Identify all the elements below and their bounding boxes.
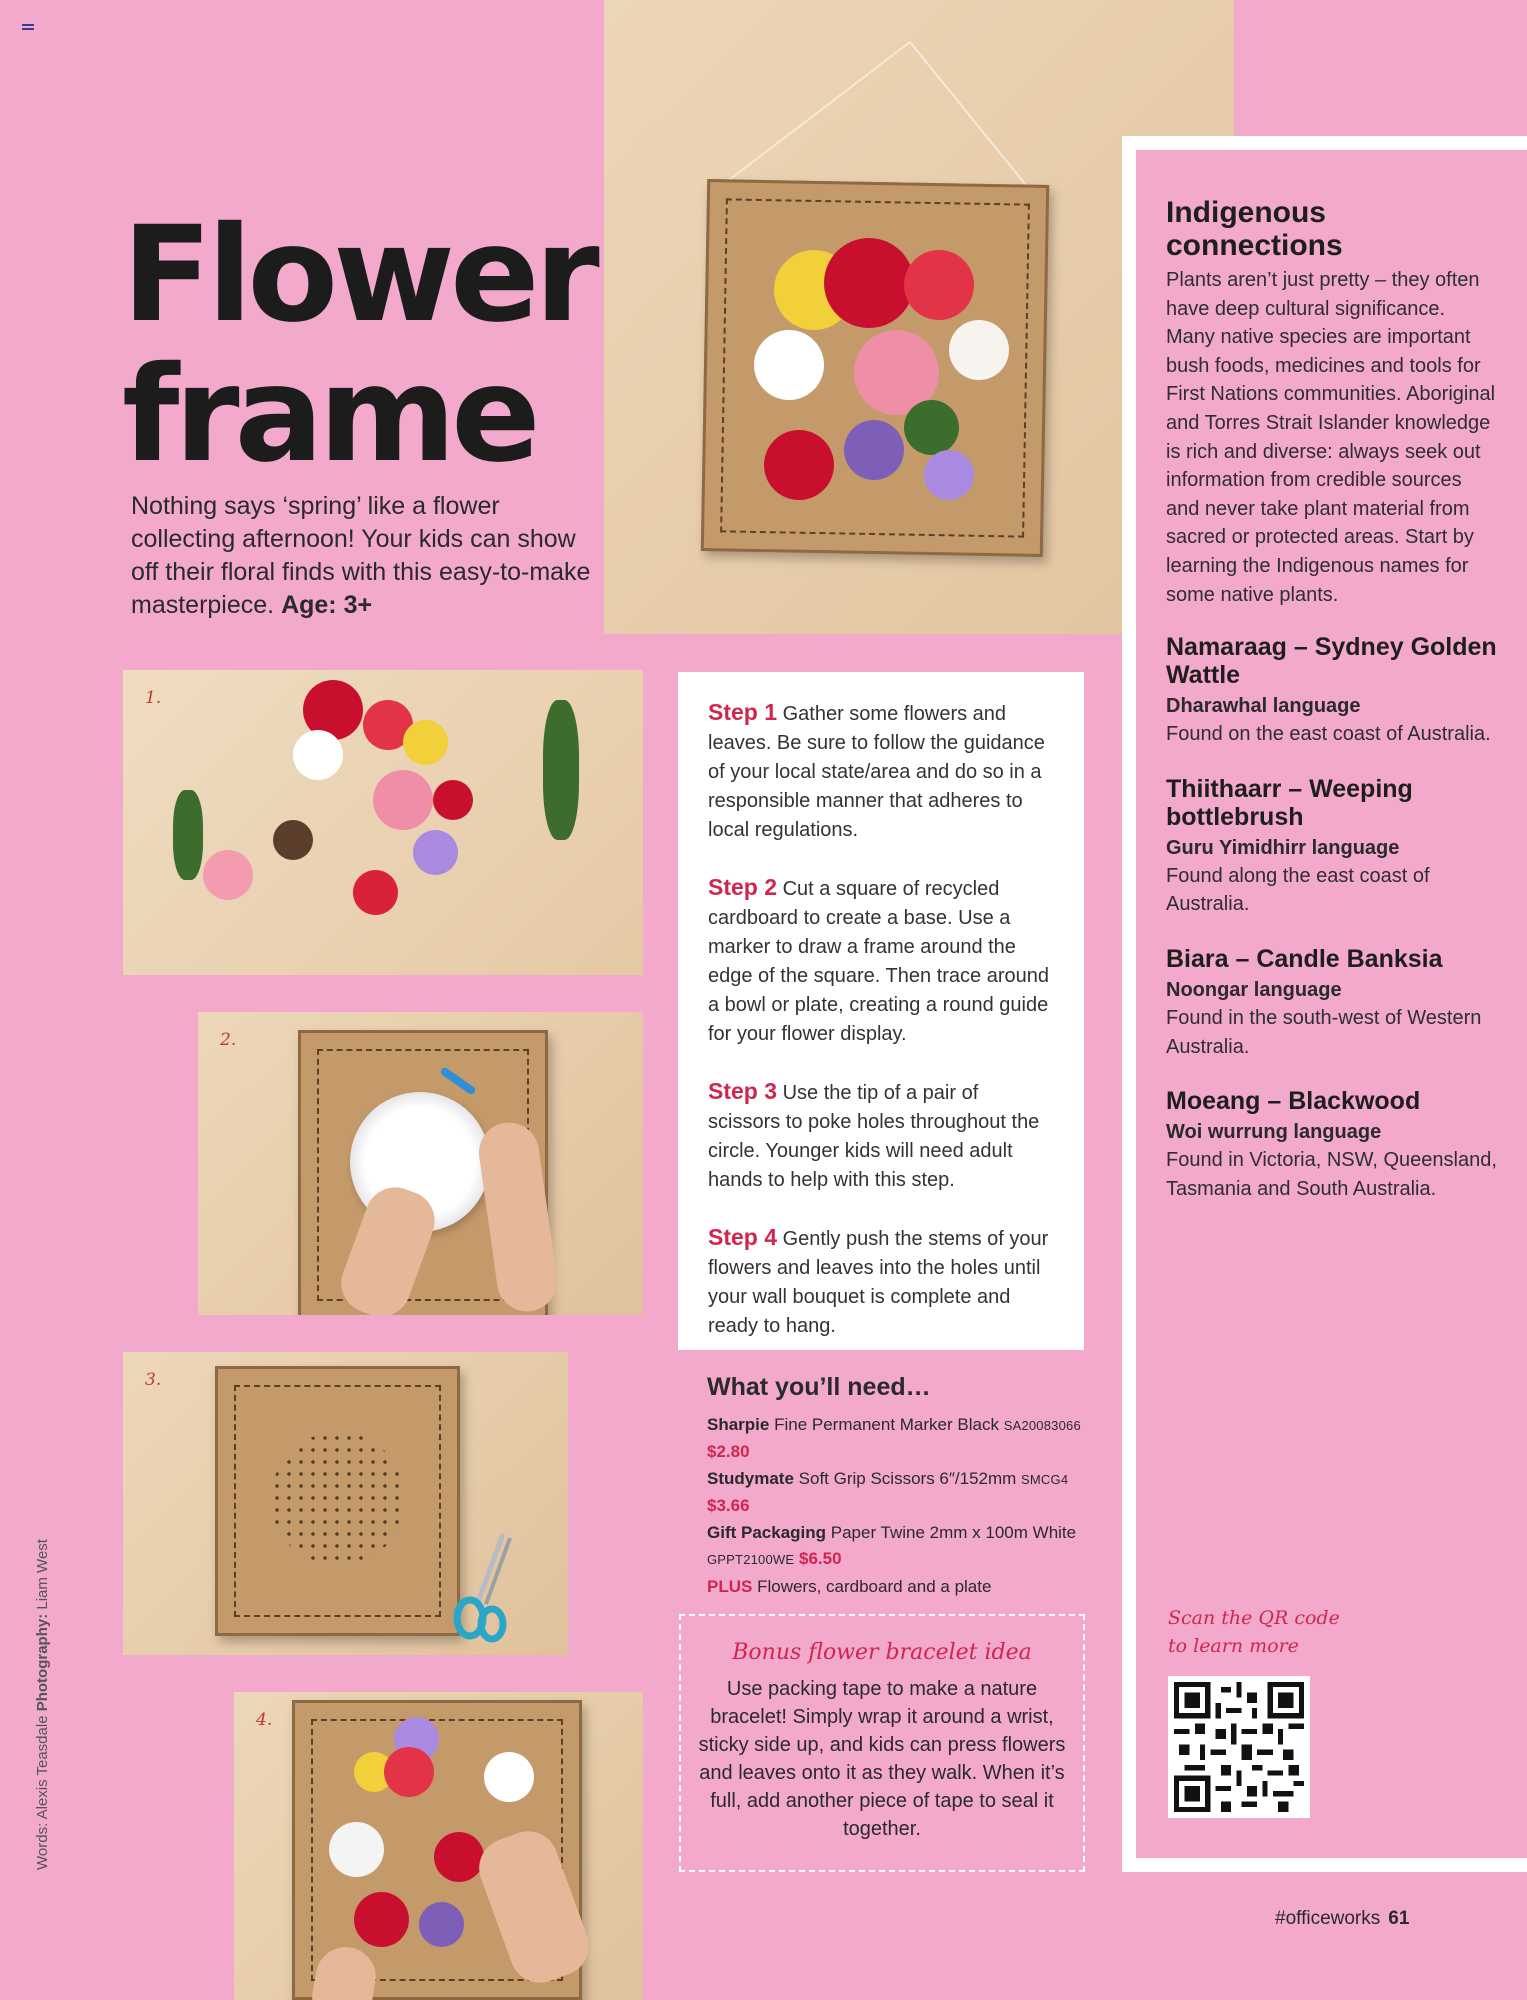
material-plus: [707, 1574, 1087, 1600]
material-desc: Paper Twine 2mm x 100m White: [830, 1523, 1077, 1542]
flower: [434, 1832, 484, 1882]
material-sku: SA20083066: [1003, 1418, 1081, 1433]
flower: [433, 780, 473, 820]
flower: [384, 1747, 434, 1797]
photo-step-number: 4.: [256, 1710, 273, 1730]
qr-code-icon[interactable]: [1168, 1676, 1310, 1818]
flower: [373, 770, 433, 830]
step-label: Step 3: [708, 1078, 778, 1104]
step-2: [708, 873, 1056, 1049]
words-label: Words:: [34, 1822, 51, 1870]
steps-box: [678, 672, 1084, 1350]
photo-credits: [34, 1539, 51, 1870]
photo-step-number: 3.: [145, 1370, 162, 1390]
step-1-photo: [123, 670, 643, 975]
plant-entry: [1166, 1087, 1497, 1203]
plant-name: Biara – Candle Banksia: [1166, 944, 1443, 973]
material-item: [707, 1412, 1087, 1465]
step-label: Step 4: [708, 1224, 778, 1250]
flower: [329, 1822, 384, 1877]
plant-location: Found on the east coast of Australia.: [1166, 723, 1491, 746]
bonus-title: Bonus flower bracelet idea: [732, 1640, 1032, 1665]
plant-name: Thiithaarr – Weeping bottlebrush: [1166, 774, 1413, 831]
step-4-photo: [234, 1692, 643, 2000]
step-4: [708, 1223, 1056, 1341]
leaf: [904, 400, 959, 455]
material-sku: SMCG4: [1021, 1472, 1069, 1487]
flower: [904, 250, 974, 320]
photography-name: Liam West: [34, 1539, 51, 1610]
materials-list: [707, 1373, 1087, 1601]
flower: [764, 430, 834, 500]
materials-title: What you’ll need…: [707, 1373, 931, 1401]
title-line-1: Flower: [122, 198, 595, 352]
flower: [413, 830, 458, 875]
plant-entry: [1166, 775, 1497, 919]
scan-line-1: Scan the QR code: [1168, 1607, 1340, 1629]
step-3-photo: [123, 1352, 568, 1655]
flower: [273, 820, 313, 860]
material-price: $3.66: [707, 1496, 750, 1515]
material-sku: GPPT2100WE: [707, 1552, 795, 1567]
flower: [824, 238, 914, 328]
flower: [484, 1752, 534, 1802]
leaf: [173, 790, 203, 880]
sidebar-body: Plants aren’t just pretty – they often have deep cultural significance. Many native species are important bush foods, medicines and tools for First Nations communities. Aboriginal and Torres Strait Islander knowledge is rich and diverse: always seek out information from credible sources and never take plant material from sacred or protected areas. Start by learning the Indigenous names for some native plants.: [1166, 269, 1496, 606]
material-item: [707, 1466, 1087, 1519]
plant-location: Found in the south-west of Western Australia.: [1166, 1006, 1482, 1058]
leaf: [543, 700, 579, 840]
plant-language: Guru Yimidhirr language: [1166, 836, 1400, 859]
flower: [924, 450, 974, 500]
material-brand: Sharpie: [707, 1415, 770, 1434]
indigenous-sidebar: [1136, 150, 1527, 1858]
material-price: $2.80: [707, 1442, 750, 1461]
plant-name: Namaraag – Sydney Golden Wattle: [1166, 633, 1497, 690]
plus-text: Flowers, cardboard and a plate: [757, 1577, 992, 1596]
step-label: Step 1: [708, 699, 778, 725]
plant-language: Dharawhal language: [1166, 695, 1361, 718]
flower: [403, 720, 448, 765]
age-label: Age: 3+: [281, 591, 373, 619]
footer-hashtag: #officeworks: [1275, 1908, 1381, 1929]
step-2-photo: [198, 1012, 643, 1315]
flower: [754, 330, 824, 400]
material-brand: Gift Packaging: [707, 1523, 827, 1542]
scan-prompt: [1168, 1604, 1340, 1660]
photography-label: Photography:: [34, 1613, 51, 1712]
material-desc: Fine Permanent Marker Black: [774, 1415, 999, 1434]
plus-label: PLUS: [707, 1577, 753, 1596]
words-name: Alexis Teasdale: [34, 1715, 51, 1820]
step-3: [708, 1077, 1056, 1195]
menu-icon[interactable]: [22, 24, 34, 33]
plant-name: Moeang – Blackwood: [1166, 1087, 1421, 1116]
photo-step-number: 2.: [220, 1030, 237, 1050]
plant-language: Noongar language: [1166, 978, 1342, 1001]
flower: [949, 320, 1009, 380]
material-price: $6.50: [799, 1549, 842, 1568]
material-brand: Studymate: [707, 1469, 794, 1488]
step-text: Use the tip of a pair of scissors to poke holes throughout the circle. Younger kids will need adult hands to help with this step.: [708, 1082, 1040, 1191]
plant-entry: [1166, 633, 1497, 749]
flower: [293, 730, 343, 780]
plant-entry: [1166, 945, 1497, 1061]
page-footer: [1275, 1908, 1409, 1930]
material-desc: Soft Grip Scissors 6″/152mm: [798, 1469, 1017, 1488]
intro-paragraph: [131, 490, 601, 622]
title-line-2: frame: [122, 338, 536, 492]
scan-line-2: to learn more: [1168, 1635, 1299, 1657]
plant-language: Woi wurrung language: [1166, 1121, 1382, 1144]
step-1: [708, 698, 1056, 845]
step-label: Step 2: [708, 874, 778, 900]
step-text: Gather some flowers and leaves. Be sure to follow the guidance of your local state/area and do so in a responsible manner that adheres to local regulations.: [708, 703, 1045, 841]
flower: [353, 870, 398, 915]
plant-location: Found in Victoria, NSW, Queensland, Tasmania and South Australia.: [1166, 1149, 1497, 1200]
bonus-idea-box: [679, 1614, 1085, 1872]
step-text: Gently push the stems of your flowers and leaves into the holes until your wall bouquet is complete and ready to hang.: [708, 1228, 1049, 1337]
plant-location: Found along the east coast of Australia.: [1166, 864, 1430, 916]
page-title: [122, 198, 595, 492]
flower: [419, 1902, 464, 1947]
material-item: [707, 1520, 1087, 1573]
flower: [844, 420, 904, 480]
intro-text: Nothing says ‘spring’ like a flower collecting afternoon! Your kids can show off their floral finds with this easy-to-make masterpiece.: [131, 492, 591, 619]
scissors-icon: [448, 1532, 518, 1647]
flower: [203, 850, 253, 900]
bonus-text: Use packing tape to make a nature bracelet! Simply wrap it around a wrist, sticky side up, and kids can press flowers and leaves onto it as they walk. When it’s full, add another piece of tape to seal it together.: [698, 1678, 1066, 1840]
photo-step-number: 1.: [145, 688, 162, 708]
poked-holes: [271, 1432, 405, 1566]
step-text: Cut a square of recycled cardboard to create a base. Use a marker to draw a frame around the edge of the square. Then trace around a bowl or plate, creating a round guide for your flower display.: [708, 878, 1049, 1045]
flower: [354, 1892, 409, 1947]
page-number: 61: [1388, 1908, 1410, 1929]
sidebar-heading: Indigenous connections: [1166, 196, 1343, 262]
